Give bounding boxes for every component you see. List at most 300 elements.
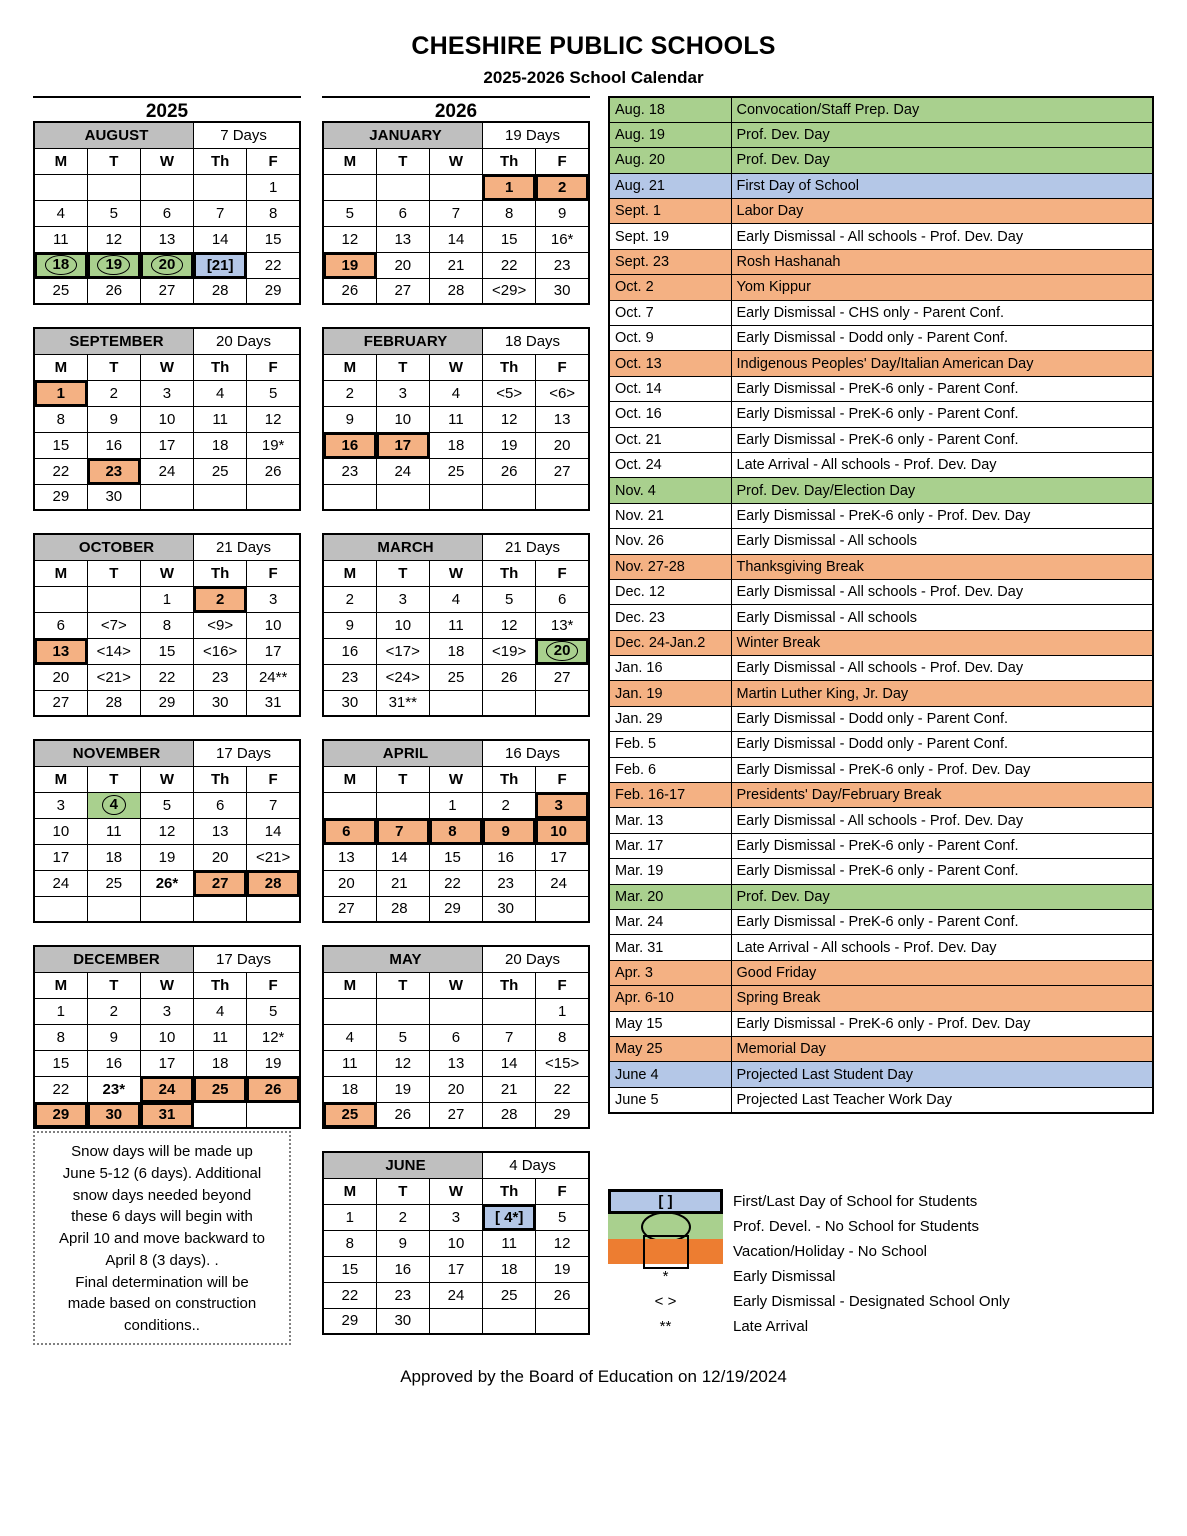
week-row [34,1076,300,1102]
day-cell[interactable]: <9> [194,612,247,638]
week-row [34,998,300,1024]
day-cell[interactable]: 16* [536,226,589,252]
event-row [609,402,1153,427]
day-cell[interactable]: 16 [483,844,536,870]
day-cell[interactable]: 11 [429,406,482,432]
day-cell[interactable]: 26 [87,278,140,304]
day-cell-empty [140,896,193,922]
day-cell[interactable]: 27 [376,278,429,304]
day-cell[interactable]: 6 [34,612,87,638]
week-row [323,278,589,304]
event-date: Apr. 6-10 [609,986,731,1011]
day-cell[interactable]: 8 [323,1230,376,1256]
day-cell[interactable]: <21> [87,664,140,690]
day-cell[interactable]: 23 [483,870,536,896]
day-cell[interactable]: <29> [483,278,536,304]
day-cell[interactable]: 12 [140,818,193,844]
day-cell[interactable]: 23 [536,252,589,278]
day-cell[interactable]: 10 [376,612,429,638]
legend-row [608,1189,1088,1214]
day-cell[interactable]: 19 [323,252,376,278]
day-cell[interactable]: 5 [536,1204,589,1230]
week-row [34,1024,300,1050]
day-cell[interactable]: 8 [34,1024,87,1050]
day-cell[interactable]: 14 [376,844,429,870]
day-cell[interactable]: <5> [483,380,536,406]
day-cell[interactable]: 30 [376,1308,429,1334]
day-cell[interactable]: 11 [323,1050,376,1076]
dow-header-f: F [536,148,589,174]
day-cell[interactable]: 12 [87,226,140,252]
day-cell[interactable]: 27 [140,278,193,304]
event-description: Projected Last Teacher Work Day [731,1087,1153,1112]
day-cell[interactable]: 29 [34,1102,87,1128]
day-cell[interactable]: 25 [34,278,87,304]
day-cell[interactable]: 5 [140,792,193,818]
day-cell[interactable]: 5 [483,586,536,612]
day-cell[interactable] [87,792,140,818]
day-cell[interactable]: 4 [429,380,482,406]
day-cell[interactable]: 16 [323,432,376,458]
day-cell[interactable]: 3 [429,1204,482,1230]
day-cell[interactable]: 3 [34,792,87,818]
day-cell[interactable]: 15 [483,226,536,252]
day-cell[interactable]: 26 [536,1282,589,1308]
day-cell[interactable]: 14 [247,818,300,844]
legend-row [608,1239,1088,1264]
dow-header-th: Th [483,972,536,998]
day-cell[interactable]: 26 [376,1102,429,1128]
day-cell[interactable]: 7 [194,200,247,226]
day-cell[interactable]: <16> [194,638,247,664]
day-cell[interactable]: 3 [376,586,429,612]
day-cell[interactable]: 19 [483,432,536,458]
day-cell[interactable]: 13 [34,638,87,664]
day-cell[interactable]: 1 [34,380,87,406]
day-cell[interactable]: 9 [87,1024,140,1050]
week-row [323,226,589,252]
day-cell[interactable]: 27 [536,664,589,690]
day-cell[interactable]: 26* [140,870,193,896]
day-cell[interactable]: 7 [376,818,429,844]
day-cell[interactable]: 22 [536,1076,589,1102]
day-cell[interactable]: 13 [429,1050,482,1076]
day-cell[interactable]: 28 [376,896,429,922]
event-description: Prof. Dev. Day [731,148,1153,173]
day-cell[interactable]: 9 [87,406,140,432]
event-row [609,833,1153,858]
day-cell[interactable]: 20 [536,432,589,458]
day-cell[interactable]: 17 [376,432,429,458]
day-cell[interactable]: 27 [34,690,87,716]
day-cell[interactable]: 29 [34,484,87,510]
day-cell[interactable]: 27 [323,896,376,922]
day-cell[interactable]: 20 [34,664,87,690]
day-cell[interactable]: 3 [140,380,193,406]
day-cell[interactable]: 6 [323,818,376,844]
day-cell[interactable]: 2 [376,1204,429,1230]
day-cell[interactable]: 22 [483,252,536,278]
day-cell-empty [376,792,429,818]
event-description: Early Dismissal - PreK-6 only - Parent Conf. [731,376,1153,401]
day-cell[interactable]: 26 [323,278,376,304]
day-cell[interactable]: 10 [140,406,193,432]
day-cell[interactable]: 6 [194,792,247,818]
day-cell[interactable]: 8 [483,200,536,226]
day-cell[interactable]: <24> [376,664,429,690]
day-cell[interactable]: <21> [247,844,300,870]
day-cell[interactable]: 25 [194,458,247,484]
event-row [609,630,1153,655]
day-cell[interactable]: 31 [247,690,300,716]
day-cell[interactable]: 16 [376,1256,429,1282]
day-cell[interactable]: 8 [247,200,300,226]
day-cell[interactable]: 19 [247,1050,300,1076]
day-cell[interactable]: 29 [140,690,193,716]
event-description: Early Dismissal - All schools - Prof. Dev. Day [731,224,1153,249]
day-cell[interactable]: 17 [247,638,300,664]
event-row [609,960,1153,985]
day-cell[interactable]: 19 [140,844,193,870]
day-cell[interactable]: 21 [429,252,482,278]
day-cell[interactable]: 2 [483,792,536,818]
event-date: Dec. 23 [609,605,731,630]
day-cell[interactable]: 30 [87,1102,140,1128]
day-cell[interactable] [536,638,589,664]
day-cell[interactable]: 25 [323,1102,376,1128]
day-cell[interactable]: 1 [323,1204,376,1230]
day-cell[interactable]: 12 [376,1050,429,1076]
day-cell[interactable]: 12 [247,406,300,432]
day-cell[interactable]: 12* [247,1024,300,1050]
day-cell[interactable]: 29 [536,1102,589,1128]
day-cell[interactable]: 11 [194,1024,247,1050]
day-cell[interactable]: 11 [429,612,482,638]
day-cell[interactable]: 11 [34,226,87,252]
day-cell[interactable]: 14 [483,1050,536,1076]
day-cell[interactable]: 22 [34,1076,87,1102]
day-cell[interactable]: 29 [429,896,482,922]
dow-header-th: Th [483,148,536,174]
day-cell[interactable] [140,252,193,278]
day-cell[interactable]: 13 [194,818,247,844]
day-cell[interactable]: 12 [483,612,536,638]
day-cell[interactable]: 2 [87,380,140,406]
event-description: Early Dismissal - PreK-6 only - Prof. Dev. Day [731,503,1153,528]
day-cell[interactable]: 10 [536,818,589,844]
day-cell[interactable]: 2 [87,998,140,1024]
day-cell[interactable]: 23 [323,664,376,690]
day-cell[interactable]: 12 [323,226,376,252]
day-cell[interactable]: 1 [536,998,589,1024]
dow-header-m: M [323,1178,376,1204]
day-cell[interactable]: 15 [247,226,300,252]
week-row [323,690,589,716]
day-cell[interactable]: 22 [323,1282,376,1308]
day-cell[interactable]: 6 [536,586,589,612]
day-cell[interactable]: 21 [483,1076,536,1102]
day-cell[interactable]: 23 [376,1282,429,1308]
day-cell[interactable]: <6> [536,380,589,406]
day-cell[interactable]: 23* [87,1076,140,1102]
day-cell[interactable]: <7> [87,612,140,638]
day-cell[interactable]: 17 [34,844,87,870]
day-cell[interactable]: 13 [323,844,376,870]
day-cell[interactable]: 2 [536,174,589,200]
day-cell[interactable]: 4 [429,586,482,612]
month-name: JANUARY [323,122,483,148]
day-cell[interactable]: 9 [323,612,376,638]
day-cell[interactable]: 24 [140,1076,193,1102]
day-cell[interactable]: 7 [247,792,300,818]
day-cell[interactable]: <19> [483,638,536,664]
day-cell[interactable]: 5 [87,200,140,226]
day-cell[interactable]: 3 [247,586,300,612]
day-cell-empty [323,998,376,1024]
day-cell[interactable]: 30 [87,484,140,510]
day-cell[interactable]: 4 [194,380,247,406]
legend [608,1189,1088,1339]
day-cell[interactable]: 6 [429,1024,482,1050]
day-cell[interactable]: 26 [247,458,300,484]
day-cell[interactable]: <17> [376,638,429,664]
day-cell[interactable]: 16 [87,432,140,458]
day-cell[interactable]: 18 [194,432,247,458]
day-cell[interactable]: 3 [376,380,429,406]
day-cell[interactable]: 31** [376,690,429,716]
day-cell[interactable]: 11 [483,1230,536,1256]
dow-header-f: F [536,354,589,380]
day-cell[interactable]: 9 [483,818,536,844]
day-cell[interactable]: 18 [87,844,140,870]
day-cell[interactable]: 22 [247,252,300,278]
day-cell[interactable]: 15 [34,432,87,458]
day-cell[interactable]: 24 [140,458,193,484]
day-cell[interactable]: 27 [429,1102,482,1128]
day-cell[interactable]: 28 [247,870,300,896]
day-cell[interactable]: 13* [536,612,589,638]
day-cell[interactable]: 4 [323,1024,376,1050]
day-cell[interactable]: 9 [376,1230,429,1256]
week-row [34,792,300,818]
day-cell[interactable]: 16 [323,638,376,664]
day-cell[interactable]: 24 [376,458,429,484]
day-cell[interactable]: 19 [536,1256,589,1282]
day-cell[interactable]: 28 [429,278,482,304]
day-cell[interactable]: 8 [34,406,87,432]
day-cell[interactable]: 22 [140,664,193,690]
day-cell[interactable]: 22 [34,458,87,484]
day-cell-empty [194,174,247,200]
day-cell[interactable]: 12 [536,1230,589,1256]
page-title: CHESHIRE PUBLIC SCHOOLS [411,32,776,60]
dow-header-w: W [140,354,193,380]
day-cell[interactable]: 18 [429,638,482,664]
event-date: Oct. 7 [609,300,731,325]
day-cell[interactable]: 24** [247,664,300,690]
snow-days-note [33,1131,291,1345]
event-date: Feb. 16-17 [609,783,731,808]
event-row [609,224,1153,249]
day-cell[interactable]: 10 [140,1024,193,1050]
event-description: Early Dismissal - PreK-6 only - Prof. Dev. Day [731,757,1153,782]
day-cell[interactable]: 13 [140,226,193,252]
day-cell[interactable]: 28 [483,1102,536,1128]
week-row [323,1050,589,1076]
event-row [609,122,1153,147]
day-cell[interactable]: 15 [140,638,193,664]
day-cell[interactable]: 12 [483,406,536,432]
day-cell[interactable]: 26 [483,664,536,690]
day-cell[interactable]: 18 [323,1076,376,1102]
day-cell[interactable]: [ 4*] [483,1204,536,1230]
day-cell[interactable]: 5 [247,998,300,1024]
day-cell[interactable]: 27 [194,870,247,896]
day-cell[interactable]: 17 [429,1256,482,1282]
month-list-right [322,121,590,1335]
day-cell[interactable]: 20 [429,1076,482,1102]
day-cell[interactable]: 30 [483,896,536,922]
day-cell[interactable]: 22 [429,870,482,896]
legend-row [608,1314,1088,1339]
day-cell[interactable]: 17 [536,844,589,870]
snow-note-line: Snow days will be made up [71,1143,253,1160]
day-cell[interactable]: 2 [323,586,376,612]
day-cell[interactable]: 18 [429,432,482,458]
day-cell[interactable]: 30 [194,690,247,716]
day-cell[interactable]: 1 [34,998,87,1024]
event-date: Aug. 20 [609,148,731,173]
day-cell[interactable]: 10 [376,406,429,432]
event-row [609,452,1153,477]
event-description: Convocation/Staff Prep. Day [731,97,1153,122]
day-cell[interactable]: <15> [536,1050,589,1076]
day-cell-empty [34,174,87,200]
day-cell[interactable]: 21 [376,870,429,896]
day-cell[interactable]: 29 [323,1308,376,1334]
day-cell[interactable]: 23 [194,664,247,690]
day-cell[interactable]: 28 [87,690,140,716]
day-cell[interactable]: <14> [87,638,140,664]
day-cell[interactable]: 14 [429,226,482,252]
day-cell[interactable]: 8 [140,612,193,638]
day-cell[interactable]: 26 [247,1076,300,1102]
day-cell[interactable]: 25 [483,1282,536,1308]
week-row [323,1024,589,1050]
day-cell[interactable]: 2 [194,586,247,612]
day-cell[interactable]: 19* [247,432,300,458]
day-cell[interactable]: 25 [87,870,140,896]
day-cell[interactable] [87,252,140,278]
day-cell[interactable]: 9 [323,406,376,432]
day-cell[interactable]: 11 [87,818,140,844]
day-cell[interactable]: 28 [194,278,247,304]
day-cell[interactable]: 29 [247,278,300,304]
day-cell[interactable]: 25 [429,664,482,690]
day-cell[interactable]: 1 [140,586,193,612]
day-cell[interactable]: 24 [429,1282,482,1308]
day-cell[interactable]: 1 [247,174,300,200]
event-date: Aug. 19 [609,122,731,147]
day-cell[interactable]: 20 [194,844,247,870]
day-cell[interactable]: 31 [140,1102,193,1128]
dow-header-f: F [536,1178,589,1204]
week-row [34,458,300,484]
day-cell[interactable]: 6 [140,200,193,226]
day-cell[interactable]: 18 [483,1256,536,1282]
day-cell[interactable]: 23 [323,458,376,484]
day-cell[interactable]: 15 [429,844,482,870]
day-cell[interactable]: 3 [536,792,589,818]
months-column-2026 [322,96,590,1357]
day-cell[interactable]: 10 [34,818,87,844]
day-cell[interactable]: 18 [194,1050,247,1076]
day-cell[interactable]: 16 [87,1050,140,1076]
day-cell[interactable]: 4 [194,998,247,1024]
day-cell[interactable]: 26 [483,458,536,484]
day-cell[interactable]: 1 [483,174,536,200]
day-cell[interactable]: 10 [247,612,300,638]
day-cell[interactable]: 6 [376,200,429,226]
day-cell[interactable]: 27 [536,458,589,484]
day-cell[interactable] [34,252,87,278]
day-cell[interactable]: 8 [429,818,482,844]
day-cell[interactable]: 17 [140,432,193,458]
day-cell[interactable]: 3 [140,998,193,1024]
day-cell[interactable]: 5 [247,380,300,406]
day-cell[interactable]: 7 [429,200,482,226]
day-cell[interactable]: 13 [536,406,589,432]
day-cell[interactable]: 11 [194,406,247,432]
day-cell[interactable]: 15 [323,1256,376,1282]
day-cell[interactable]: 4 [34,200,87,226]
day-cell[interactable]: 20 [376,252,429,278]
legend-symbol: * [662,1268,669,1285]
event-description: Early Dismissal - PreK-6 only - Parent Conf. [731,427,1153,452]
day-cell[interactable]: 10 [429,1230,482,1256]
event-date: Sept. 19 [609,224,731,249]
day-cell[interactable]: 5 [323,200,376,226]
month-day-count: 21 Days [483,534,589,560]
day-cell[interactable]: 30 [536,278,589,304]
day-cell[interactable]: 7 [483,1024,536,1050]
day-cell[interactable]: 24 [536,870,589,896]
day-cell[interactable]: 23 [87,458,140,484]
day-cell[interactable]: 14 [194,226,247,252]
day-cell[interactable]: 20 [323,870,376,896]
event-date: May 25 [609,1036,731,1061]
day-cell[interactable]: 19 [376,1076,429,1102]
day-cell[interactable]: 17 [140,1050,193,1076]
dow-header-t: T [87,354,140,380]
day-cell[interactable]: 24 [34,870,87,896]
day-cell[interactable]: 9 [536,200,589,226]
day-cell[interactable]: 25 [429,458,482,484]
day-cell[interactable]: 2 [323,380,376,406]
day-cell[interactable]: 30 [323,690,376,716]
day-cell[interactable]: 13 [376,226,429,252]
day-cell[interactable]: 1 [429,792,482,818]
dow-header-t: T [376,972,429,998]
day-cell[interactable]: 25 [194,1076,247,1102]
event-row [609,148,1153,173]
event-date: Feb. 5 [609,732,731,757]
day-cell[interactable]: [21] [194,252,247,278]
day-cell[interactable]: 5 [376,1024,429,1050]
day-cell[interactable]: 8 [536,1024,589,1050]
week-row [323,1230,589,1256]
day-cell[interactable]: 15 [34,1050,87,1076]
